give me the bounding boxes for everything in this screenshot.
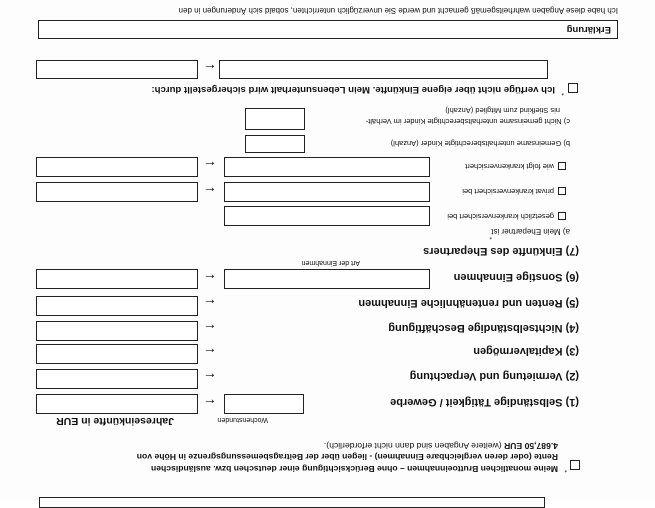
statutory-insured-label: gesetzlich krankenversichert bei	[447, 212, 554, 221]
intro-line-3: (weitere Angaben sind dann nicht erforderlich).	[323, 441, 502, 451]
annual-income-input-3[interactable]	[36, 344, 198, 364]
section-border	[39, 497, 545, 508]
livelihood-amount-input[interactable]	[36, 60, 198, 79]
statutory-insured-checkbox[interactable]	[558, 212, 566, 220]
income-label-7: (7) Einkünfte des Ehepartners	[423, 245, 579, 257]
private-insurer-input[interactable]	[224, 182, 430, 202]
income-label-1: (1) Selbständige Tätigkeit / Gewerbe	[390, 396, 579, 408]
arrow-icon: ←	[203, 396, 217, 412]
arrow-icon: ←	[203, 184, 217, 200]
spouse-c-label: c) Nicht gemeinsame unterhaltsberechtigte Kinder im Verhält-	[365, 117, 570, 126]
declaration-title: Erklärung	[566, 24, 611, 35]
income-kind-input[interactable]	[224, 269, 430, 289]
weekly-hours-header: Wochenstunden	[217, 416, 268, 423]
intro-line-1: Meine monatlichen Bruttoeinnahmen – ohne Berücksichtigung einer deutschen bzw. ausländischen	[151, 464, 558, 474]
annual-income-input-6[interactable]	[36, 269, 198, 289]
arrow-icon: ←	[203, 271, 217, 287]
annual-income-input-1[interactable]	[36, 394, 198, 414]
annual-income-input-4[interactable]	[36, 321, 198, 341]
income-label-5: (5) Renten und rentenähnliche Einnahmen	[358, 297, 579, 309]
arrow-icon: ←	[203, 158, 217, 174]
income-threshold: 4.687,50 EUR	[504, 441, 558, 451]
declaration-text: Ich habe diese Angaben wahrheitsgemäß gemacht und werde Sie unverzüglich unterrichten, sobald sich Änderungen in den	[178, 6, 618, 15]
income-label-6: (6) Sonstige Einnahmen	[453, 271, 579, 283]
intro-asterisk: *	[564, 466, 567, 473]
no-own-income-checkbox[interactable]	[568, 83, 578, 93]
annual-income-input-2[interactable]	[36, 369, 198, 389]
income-kind-caption: Art der Einnahmen	[301, 259, 360, 266]
income-label-2: (2) Vermietung und Verpachtung	[409, 370, 579, 382]
other-insurance-amount-input[interactable]	[36, 157, 198, 177]
weekly-hours-input[interactable]	[224, 394, 304, 414]
statutory-insurer-input[interactable]	[224, 206, 430, 226]
other-insured-label: wie folgt krankenversichert	[465, 162, 554, 171]
arrow-icon: ←	[203, 296, 217, 312]
high-income-checkbox[interactable]	[570, 460, 580, 470]
spouse-b-label: b) Gemeinsame unterhaltsberechtigte Kinder (Anzahl)	[390, 139, 570, 148]
declaration-header	[38, 20, 618, 39]
private-insured-label: privat krankenversichert bei	[462, 187, 554, 196]
annual-income-input-5[interactable]	[36, 296, 198, 316]
other-insurance-input[interactable]	[224, 157, 430, 177]
stepchildren-input[interactable]	[245, 108, 305, 130]
private-insured-checkbox[interactable]	[558, 187, 566, 195]
arrow-icon: ←	[203, 61, 217, 77]
shared-children-input[interactable]	[245, 135, 305, 153]
no-income-asterisk: *	[561, 89, 564, 96]
spouse-a-label: a) Mein Ehepartner ist	[491, 227, 570, 236]
private-insurance-amount-input[interactable]	[36, 182, 198, 202]
annual-income-header: Jahreseinkünfte in EUR	[56, 415, 174, 427]
income-label-4: (4) Nichtselbständige Beschäftigung	[388, 322, 579, 334]
spouse-c-label-2: nis Stiefkind zum Mitglied (Anzahl)	[445, 106, 560, 115]
intro-line-2: Rente (oder deren vergleichbare Einnahmen) - liegen über der Beitragsbemessungsgrenze in Höhe von	[136, 452, 558, 463]
arrow-icon: ←	[203, 370, 217, 386]
spouse-a-asterisk: *	[489, 233, 492, 240]
other-insured-checkbox[interactable]	[558, 162, 566, 170]
intro-text	[78, 440, 558, 475]
no-own-income-label: Ich verfüge nicht über eigene Einkünfte. Mein Lebensunterhalt wird sichergestellt durch:	[151, 84, 555, 95]
arrow-icon: ←	[203, 321, 217, 337]
livelihood-source-input[interactable]	[219, 60, 548, 79]
arrow-icon: ←	[203, 345, 217, 361]
income-label-3: (3) Kapitalvermögen	[473, 345, 579, 357]
